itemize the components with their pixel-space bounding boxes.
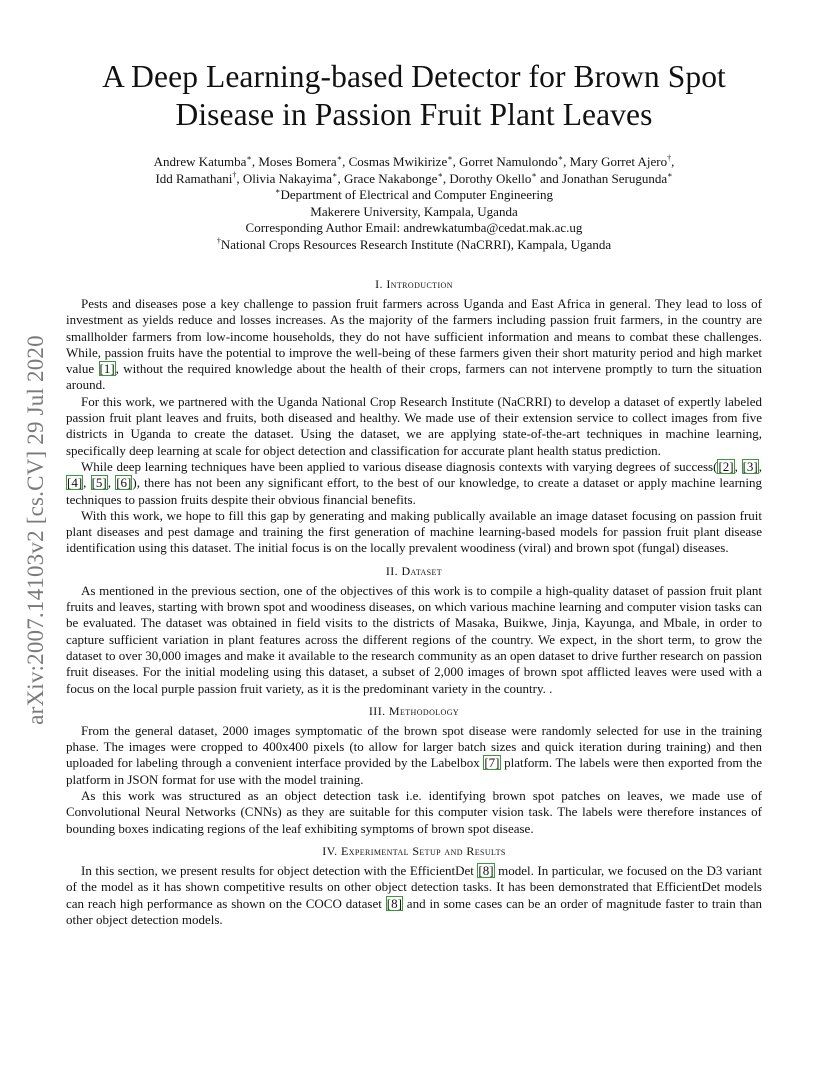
paragraph-text: and in some cases can be an order of magnitude faster to train than other object detection models. bbox=[66, 895, 762, 927]
affiliation-mark: † bbox=[232, 170, 237, 180]
citation-link[interactable]: [4] bbox=[67, 475, 83, 491]
section-number: III. bbox=[368, 703, 389, 718]
corresponding-email: Corresponding Author Email: andrewkatumba@cedat.mak.ac.ug bbox=[245, 220, 583, 235]
section-heading-experimental-setup bbox=[66, 843, 762, 859]
paragraph-text: , without the required knowledge about the health of their crops, farmers can not intervene promptly to turn the situation around. bbox=[66, 361, 762, 393]
section-heading-dataset bbox=[66, 563, 762, 579]
affiliation-mark: ∗ bbox=[447, 153, 453, 163]
intro-paragraph-2: For this work, we partnered with the Uganda National Crop Research Institute (NaCRRI) to develop a dataset of expertly labeled passion fruit plant leaves and fruits, both diseased and healthy. We made use of their extension service to collect images from five districts in Uganda to create the dataset. Using the dataset, we are applying state-of-the-art techniques in machine learning, specifically deep learning at scale for object detection and classification for accurate plant health status prediction. bbox=[66, 393, 762, 458]
section-title: Experimental Setup and Results bbox=[340, 843, 506, 858]
author-line-1 bbox=[66, 154, 762, 171]
paper-title bbox=[66, 58, 762, 134]
title-line-1: A Deep Learning-based Detector for Brown Spot bbox=[102, 59, 726, 94]
affiliation-mark: ∗ bbox=[246, 153, 252, 163]
citation-link[interactable]: [8] bbox=[478, 862, 494, 878]
affiliation-mark: ∗ bbox=[332, 170, 338, 180]
section-number: I. bbox=[375, 277, 387, 291]
section-heading-methodology bbox=[66, 703, 762, 719]
citation-separator: , bbox=[734, 458, 738, 474]
author-name: , Dorothy Okello bbox=[442, 170, 532, 186]
title-line-2: Disease in Passion Fruit Plant Leaves bbox=[175, 97, 653, 132]
affiliation-mark: ∗ bbox=[437, 170, 443, 180]
citation-link[interactable]: [5] bbox=[91, 475, 107, 491]
methodology-paragraph-2: As this work was structured as an object detection task i.e. identifying brown spot patches on leaves, we made use of Convolutional Neural Networks (CNNs) as they are suitable for this computer vision task. The labels were therefore instances of bounding boxes indicating regions of the leaf exhibiting symptoms of brown spot disease. bbox=[66, 788, 762, 836]
intro-paragraph-1 bbox=[66, 296, 762, 394]
arxiv-sidebar-stamp bbox=[22, 295, 50, 765]
paper-page bbox=[66, 0, 762, 928]
dataset-paragraph-1: As mentioned in the previous section, one of the objectives of this work is to compile a high-quality dataset of passion fruit plant fruits and leaves, starting with brown spot and woodiness diseases, on which various machine learning and computer vision tasks can be evaluated. The dataset was obtained in field visits to the districts of Masaka, Buikwe, Jinja, Kayunga, and Mbale, in order to capture sufficient variation in plant features across the different regions of the country. We expect, in the short term, to grow the dataset to over 30,000 images and make it available to the research community as an open dataset to drive further research on passion fruit diseases. For the initial modeling using this dataset, a subset of 2,000 images of brown spot afflicted leaves were used with a focus on the local purple passion fruit variety, as it is the predominant variety in the country. . bbox=[66, 582, 762, 696]
author-name: and Jonathan Serugunda bbox=[536, 170, 668, 186]
section-heading-introduction bbox=[66, 276, 762, 292]
affiliation-mark: † bbox=[667, 153, 672, 163]
paragraph-text: While deep learning techniques have been applied to various disease diagnosis contexts with varying degrees of success( bbox=[81, 458, 718, 474]
affiliation-mark: ∗ bbox=[275, 186, 281, 196]
affiliation-text: Department of Electrical and Computer Engineering bbox=[280, 187, 553, 202]
section-title: Introduction bbox=[386, 277, 453, 291]
methodology-paragraph-1 bbox=[66, 723, 762, 788]
affiliation-mark: ∗ bbox=[667, 170, 673, 180]
author-name: , Mary Gorret Ajero bbox=[563, 154, 668, 169]
affiliation-2 bbox=[66, 237, 762, 254]
citation-link[interactable]: [1] bbox=[99, 361, 115, 377]
author-line-2 bbox=[66, 171, 762, 188]
citation-separator: , bbox=[758, 458, 763, 474]
affiliation-mark: ∗ bbox=[557, 153, 564, 163]
intro-paragraph-3 bbox=[66, 459, 762, 508]
author-name: , Cosmas Mwikirize bbox=[342, 154, 448, 169]
author-separator: , bbox=[671, 154, 675, 169]
author-name: , Olivia Nakayima bbox=[236, 170, 333, 186]
citation-link[interactable]: [2] bbox=[718, 458, 734, 474]
affiliation-1 bbox=[66, 187, 762, 204]
paragraph-text: In this section, we present results for object detection with the EfficientDet bbox=[81, 862, 478, 878]
results-paragraph-1 bbox=[66, 863, 762, 928]
citation-link[interactable]: [7] bbox=[484, 755, 500, 771]
section-title: Dataset bbox=[401, 563, 443, 578]
affiliation-1-location: Makerere University, Kampala, Uganda bbox=[310, 203, 518, 219]
author-name: Andrew Katumba bbox=[153, 154, 247, 169]
citation-link[interactable]: [8] bbox=[386, 895, 402, 911]
citation-separator: , bbox=[83, 475, 91, 491]
author-block bbox=[66, 154, 762, 253]
intro-paragraph-4: With this work, we hope to fill this gap by generating and making publically available an image dataset focusing on passion fruit plant diseases and pest damage and training the first generation of machine learning-based models for passion fruit plant disease identification using this dataset. The initial focus is on the locally prevalent woodiness (viral) and brown spot (fungal) diseases. bbox=[66, 507, 762, 556]
affiliation-mark: ∗ bbox=[531, 170, 537, 180]
paragraph-text: From the general dataset, 2000 images symptomatic of the brown spot disease were randomly selected for use in the training phase. The images were cropped to 400x400 pixels (to allow for larger batch sizes and quick iteration during training) and then uploaded for labeling through a convenient interface provided by the Labelbox bbox=[66, 722, 762, 771]
author-name: , Moses Bomera bbox=[251, 154, 337, 169]
paragraph-text: model. In particular, we focused on the D3 variant of the model as it has shown competitive results on other object detection tasks. It has been demonstrated that EfficientDet models can reach high performance as shown on the COCO dataset bbox=[66, 862, 762, 911]
author-name: , Grace Nakabonge bbox=[337, 170, 438, 186]
section-title: Methodology bbox=[388, 703, 460, 718]
author-name: , Gorret Namulondo bbox=[452, 154, 558, 169]
paragraph-text: Pests and diseases pose a key challenge to passion fruit farmers across Uganda and East Africa in general. They lead to loss of investment as yields reduce and losses increases. As the majority of the farmers including passion fruit farmers, in the country are smallholder farmers from low-income households, they do not have sufficient information and means to combat these challenges. While, passion fruits have the potential to improve the well-being of these farmers given their short maturity period and high market value bbox=[66, 296, 762, 377]
author-name: Idd Ramathani bbox=[155, 170, 233, 186]
citation-link[interactable]: [3] bbox=[742, 458, 758, 474]
paragraph-text: ), there has not been any significant effort, to the best of our knowledge, to create a dataset or apply machine learning techniques to passion fruits despite their obvious financial benefits. bbox=[66, 475, 763, 507]
affiliation-mark: † bbox=[216, 236, 221, 246]
arxiv-identifier: arXiv:2007.14103v2 [cs.CV] 29 Jul 2020 bbox=[23, 335, 48, 725]
section-number: II. bbox=[385, 563, 402, 578]
citation-link[interactable]: [6] bbox=[116, 475, 132, 491]
affiliation-text: National Crops Resources Research Institute (NaCRRI), Kampala, Uganda bbox=[220, 236, 612, 252]
paragraph-text: platform. The labels were then exported from the platform in JSON format for use with the model training. bbox=[66, 755, 762, 787]
citation-separator: , bbox=[107, 475, 116, 491]
section-number: IV. bbox=[322, 843, 341, 858]
affiliation-mark: ∗ bbox=[336, 153, 343, 163]
